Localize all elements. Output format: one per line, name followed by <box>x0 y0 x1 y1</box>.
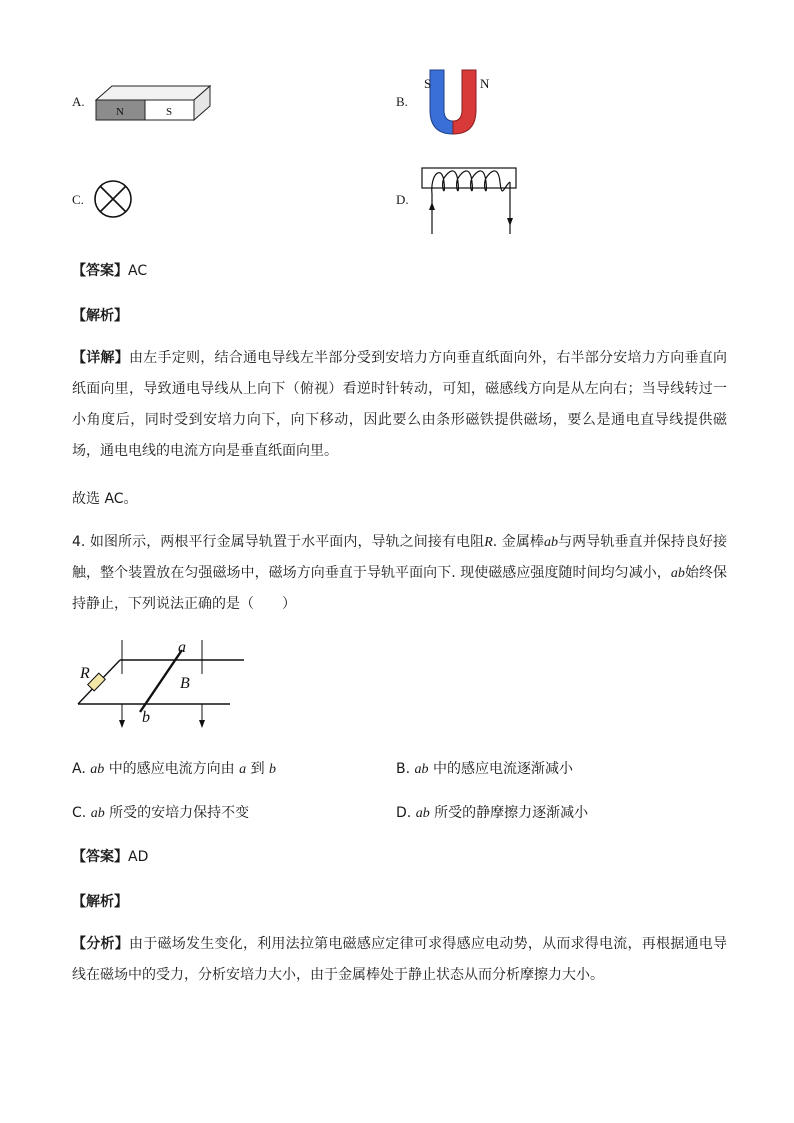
option-var: ab <box>90 806 105 821</box>
option-prefix: B. <box>396 761 411 777</box>
q4-option-a[interactable] <box>72 758 276 778</box>
analysis-tag: 【解析】 <box>72 308 128 324</box>
q4-stem <box>72 527 727 620</box>
option-a-label: A. <box>72 94 85 109</box>
q3-conclusion: 故选 AC。 <box>72 491 138 507</box>
detail-text: 由左手定则，结合通电导线左半部分受到安培力方向垂直纸面向外，右半部分安培力方向垂直向纸面向里，导致通电导线从上向下（俯视）看逆时针转动，可知，磁感线方向是从左向右；当导线转过一小角度后，同时受到安培力向下，向下移动，因此要么由条形磁铁提供磁场，要么是通电直导线提供磁场，通电电线的电流方向是垂直纸面向里。 <box>72 350 728 459</box>
option-text: 中的感应电流逐渐减小 <box>432 761 573 777</box>
option-prefix: D. <box>396 805 412 821</box>
option-var: ab <box>415 806 430 821</box>
answer-value: AD <box>128 849 149 865</box>
solenoid-figure <box>418 162 522 238</box>
stem-var-ab-2: ab <box>670 566 685 581</box>
answer-tag: 【答案】 <box>72 263 128 279</box>
analysis-tag: 【解析】 <box>72 894 128 910</box>
magnet-s-text: S <box>165 106 173 118</box>
stem-var-r: R <box>484 535 493 550</box>
current-into-page-figure <box>92 180 136 220</box>
option-to: b <box>269 762 277 777</box>
stem-part-3: 与两导轨垂直并保持良好接触，整个装置放在匀强磁场中，磁场方向垂直于导轨平面向下. 现使磁感应强度随时间均匀减小， <box>72 534 727 581</box>
q4-answer <box>72 846 148 866</box>
option-text: 所受的静摩擦力逐渐减小 <box>434 805 589 821</box>
option-from: a <box>239 762 247 777</box>
stem-part-2: . 金属棒 <box>492 534 544 550</box>
q4-option-d[interactable] <box>396 802 588 822</box>
stem-part-1: 4. 如图所示，两根平行金属导轨置于水平面内，导轨之间接有电阻 <box>72 534 485 550</box>
option-b-label: B. <box>396 94 408 109</box>
q3-analysis-heading <box>72 305 128 325</box>
option-d-label: D. <box>396 192 409 207</box>
q3-answer <box>72 260 147 280</box>
analysis-sub-tag: 【分析】 <box>72 936 129 952</box>
detail-tag: 【详解】 <box>72 350 129 366</box>
pole-n-text: N <box>480 76 490 91</box>
option-c-label: C. <box>72 192 84 207</box>
stem-part-4: 始终保持静止，下列说法正确的是（ ） <box>72 565 727 612</box>
q4-option-c[interactable] <box>72 802 249 822</box>
bar-magnet-figure <box>92 82 212 122</box>
rail-circuit-figure <box>72 630 252 730</box>
option-var: ab <box>90 762 105 777</box>
u-magnet-figure <box>416 66 496 138</box>
magnet-n-text: N <box>116 106 124 118</box>
q4-option-b[interactable] <box>396 758 573 778</box>
answer-tag: 【答案】 <box>72 849 128 865</box>
label-field-b: B <box>180 675 190 692</box>
option-var: ab <box>414 762 429 777</box>
q4-analysis-heading <box>72 891 128 911</box>
stem-var-ab: ab <box>544 535 558 550</box>
analysis-text: 由于磁场发生变化，利用法拉第电磁感应定律可求得感应电动势，从而求得电流，再根据通电导线在磁场中的受力，分析安培力大小，由于金属棒处于静止状态从而分析摩擦力大小。 <box>72 936 728 983</box>
q4-analysis-paragraph <box>72 929 727 991</box>
pole-s-text: S <box>424 76 432 91</box>
q3-detail-paragraph <box>72 343 727 467</box>
option-text: 中的感应电流方向由 <box>108 761 235 777</box>
option-text: 所受的安培力保持不变 <box>109 805 250 821</box>
option-prefix: C. <box>72 805 87 821</box>
option-text-2: 到 <box>250 761 265 777</box>
label-r: R <box>80 665 90 682</box>
label-b: b <box>142 709 150 726</box>
answer-value: AC <box>128 263 148 279</box>
option-prefix: A. <box>72 761 86 777</box>
label-a: a <box>178 639 186 656</box>
